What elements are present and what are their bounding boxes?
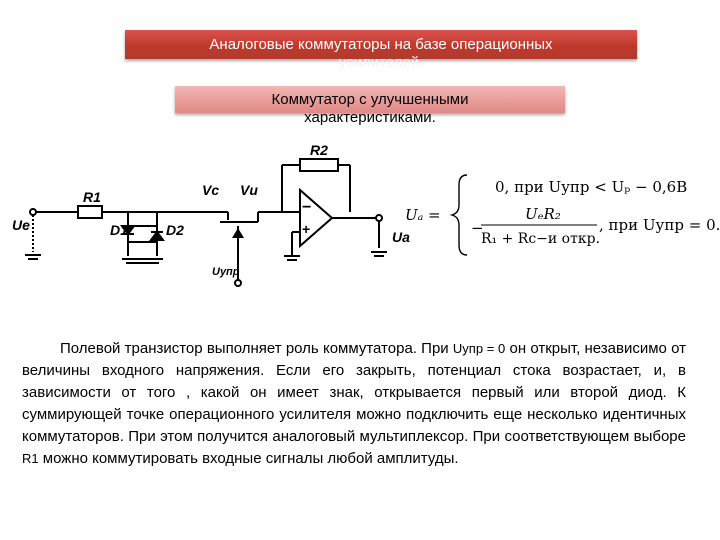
subtitle-line-1: Коммутатор с улучшенными [271, 91, 469, 108]
label-vc: Vc [202, 182, 220, 198]
label-d2: D2 [166, 222, 184, 238]
formula-case-2-condition: , при Uупр = 0. [599, 216, 720, 234]
paragraph-r1: R1 [22, 451, 39, 466]
formula-case-2-denominator: R₁ + Rс−и откр. [481, 231, 601, 247]
svg-text:−: − [302, 199, 312, 216]
paragraph-part-1: Полевой транзистор выполняет роль коммутатора. При [60, 340, 453, 357]
formula-lhs: Uₐ = [405, 206, 441, 224]
svg-text:+: + [302, 221, 311, 237]
label-d1: D1 [110, 222, 128, 238]
label-uupr: Uупр [212, 266, 240, 278]
label-r1: R1 [83, 189, 101, 205]
label-ue: Ue [12, 217, 30, 233]
title-line-1: Аналоговые коммутаторы на базе операционных [209, 36, 553, 53]
subtitle-line-2: характеристиками. [304, 109, 436, 126]
formula-case-1: 0, при Uупр < Uₚ − 0,6В [495, 178, 688, 196]
paragraph-part-3: можно коммутировать входные сигналы любой амплитуды. [38, 450, 459, 467]
paragraph-uupr-zero: Uупр = 0 [452, 341, 506, 356]
description-paragraph [22, 338, 686, 470]
switch-circuit-diagram [0, 130, 410, 310]
formula-case-2-minus: − [471, 219, 484, 237]
label-ua: Ua [392, 229, 410, 245]
title-banner [125, 30, 637, 71]
paragraph-part-2: он открыт, независимо от величины входного напряжения. Если его закрыть, потенциал стока возрастает, и, в зависимости от того , какой он имеет знак, открывается первый или второй диод. К суммирующей точке операционного усилителя можно подключить еще несколько идентичных коммутаторов. При этом получится аналоговый мультиплексор. При соответствующем выборе [22, 340, 687, 445]
label-vi: Vи [240, 182, 258, 198]
subtitle-banner [175, 86, 565, 126]
title-line-2: усилителей. [338, 54, 424, 71]
formula-case-2-numerator: UₑR₂ [525, 205, 561, 223]
label-r2: R2 [310, 142, 328, 158]
output-voltage-formula [405, 165, 720, 260]
